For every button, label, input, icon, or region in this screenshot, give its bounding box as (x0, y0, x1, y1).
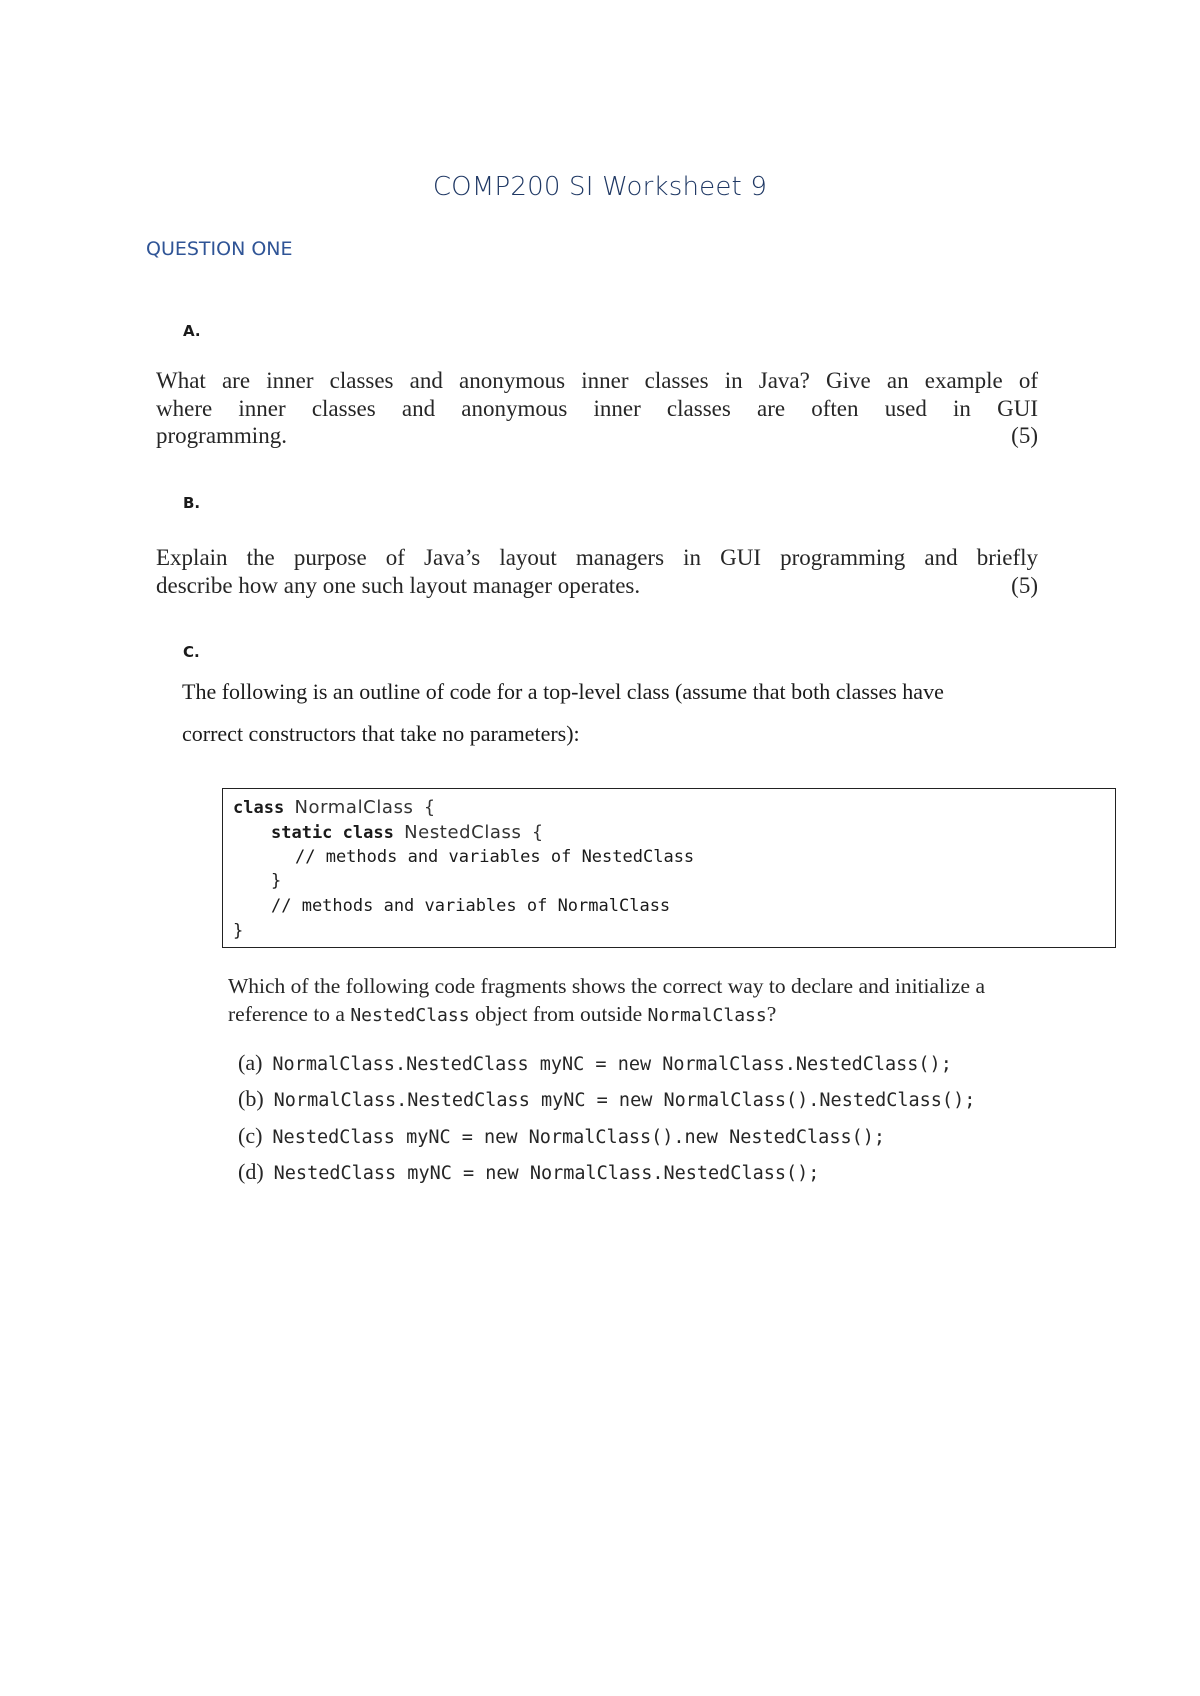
code-line-2 (271, 822, 544, 843)
option-c (238, 1123, 885, 1149)
inline-code-normalclass: NormalClass (647, 1005, 767, 1026)
part-a-last-text: programming. (156, 423, 287, 448)
option-code: NormalClass.NestedClass myNC = new NormalClass.NestedClass(); (272, 1054, 952, 1075)
part-a-line-2: where inner classes and anonymous inner classes are often used in GUI (156, 395, 1038, 421)
option-code: NestedClass myNC = new NormalClass().new NestedClass(); (272, 1127, 886, 1148)
page-title: COMP200 SI Worksheet 9 (432, 172, 768, 202)
code-keyword-class: class (233, 798, 285, 818)
part-c-intro-line-1: The following is an outline of code for a top-level class (assume that both classes have (182, 679, 944, 704)
code-brace: { (423, 797, 436, 818)
code-line-5: // methods and variables of NormalClass (271, 896, 671, 916)
option-label: (a) (238, 1050, 263, 1075)
code-brace: { (531, 822, 544, 843)
question-heading: QUESTION ONE (146, 238, 293, 260)
question-text: reference to a (228, 1002, 345, 1026)
code-line-1 (233, 797, 436, 818)
part-b-label: B. (183, 494, 201, 512)
part-c-intro-line-2: correct constructors that take no parameters): (182, 721, 580, 746)
question-line-1: Which of the following code fragments shows the correct way to declare and initialize a (228, 974, 985, 998)
option-label: (c) (238, 1123, 263, 1148)
question-text: object from outside (474, 1002, 643, 1026)
part-a-marks: (5) (1011, 423, 1038, 448)
part-a-line-1: What are inner classes and anonymous inner classes in Java? Give an example of (156, 368, 1038, 393)
part-b-line-2 (156, 572, 1038, 600)
option-label: (b) (238, 1086, 264, 1111)
part-c-question (228, 972, 1110, 1030)
option-code: NormalClass.NestedClass myNC = new NormalClass().NestedClass(); (273, 1090, 976, 1111)
part-a-line-3 (156, 422, 1038, 450)
part-a-label: A. (183, 322, 201, 340)
inline-code-nestedclass: NestedClass (350, 1005, 470, 1026)
code-line-3: // methods and variables of NestedClass (295, 847, 695, 867)
option-code: NestedClass myNC = new NormalClass.NestedClass(); (273, 1163, 820, 1184)
code-listing (222, 788, 1116, 948)
option-d (238, 1159, 819, 1185)
option-a (238, 1050, 952, 1076)
part-b-marks: (5) (1011, 572, 1038, 598)
code-keyword-static-class: static class (271, 823, 394, 843)
option-b (238, 1086, 975, 1112)
code-identifier-normalclass: NormalClass (294, 797, 414, 818)
option-label: (d) (238, 1159, 264, 1184)
part-b-last-text: describe how any one such layout manager operates. (156, 572, 641, 598)
part-a-text (156, 367, 1038, 450)
question-mark: ? (766, 1002, 777, 1026)
part-b-line-1: Explain the purpose of Java’s layout managers in GUI programming and briefly (156, 545, 1038, 570)
code-line-4: } (271, 871, 282, 891)
code-line-6: } (233, 921, 244, 941)
part-c-label: C. (183, 643, 200, 661)
code-identifier-nestedclass: NestedClass (404, 822, 522, 843)
part-c-intro (182, 671, 1064, 755)
question-line-2 (228, 1000, 1110, 1030)
part-b-text (156, 544, 1038, 599)
